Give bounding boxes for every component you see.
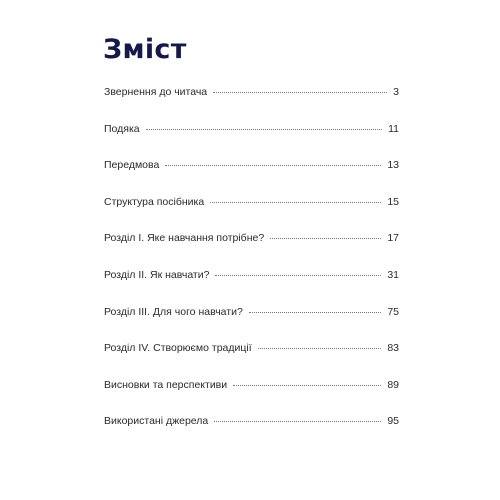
toc-entry-label: Розділ II. Як навчати? <box>104 268 210 281</box>
dot-leader <box>214 420 381 422</box>
toc-entry-label: Звернення до читача <box>104 86 208 98</box>
toc-page-number: 11 <box>388 122 399 135</box>
toc-page-number: 15 <box>387 195 399 208</box>
toc-entry <box>104 415 399 452</box>
dot-leader <box>233 384 381 386</box>
toc-entry <box>104 123 399 160</box>
dot-leader <box>270 237 381 239</box>
toc-entry <box>104 86 399 123</box>
dot-leader <box>210 201 381 203</box>
toc-page-number: 89 <box>387 378 399 391</box>
toc-entry-label: Висновки та перспективи <box>104 378 228 391</box>
dot-leader <box>249 311 382 313</box>
toc-entry-label: Використані джерела <box>104 415 209 428</box>
toc-page-number: 13 <box>387 159 399 172</box>
toc-entry <box>104 306 399 343</box>
toc-entry <box>104 232 399 269</box>
toc-page-number: 83 <box>387 342 399 355</box>
toc-entry-label: Передмова <box>104 159 160 172</box>
table-of-contents <box>104 86 399 452</box>
toc-page-number: 95 <box>387 415 399 428</box>
page-title: Зміст <box>103 34 187 65</box>
toc-entry-label: Розділ I. Яке навчання потрібне? <box>104 232 265 245</box>
toc-entry <box>104 342 399 379</box>
toc-entry <box>104 196 399 233</box>
dot-leader <box>146 128 382 130</box>
toc-page-number: 31 <box>387 268 399 281</box>
toc-entry-label: Розділ III. Для чого навчати? <box>104 305 243 318</box>
toc-page-number: 3 <box>393 86 399 98</box>
dot-leader <box>215 274 381 276</box>
dot-leader <box>165 164 381 166</box>
toc-entry <box>104 269 399 306</box>
toc-page-number: 17 <box>387 232 399 245</box>
dot-leader <box>213 91 387 93</box>
dot-leader <box>258 347 382 349</box>
toc-page-number: 75 <box>387 305 399 318</box>
toc-entry-label: Структура посібника <box>104 195 205 208</box>
toc-entry <box>104 159 399 196</box>
toc-entry <box>104 379 399 416</box>
toc-entry-label: Розділ IV. Створюємо традиції <box>104 342 252 355</box>
toc-entry-label: Подяка <box>104 122 140 135</box>
